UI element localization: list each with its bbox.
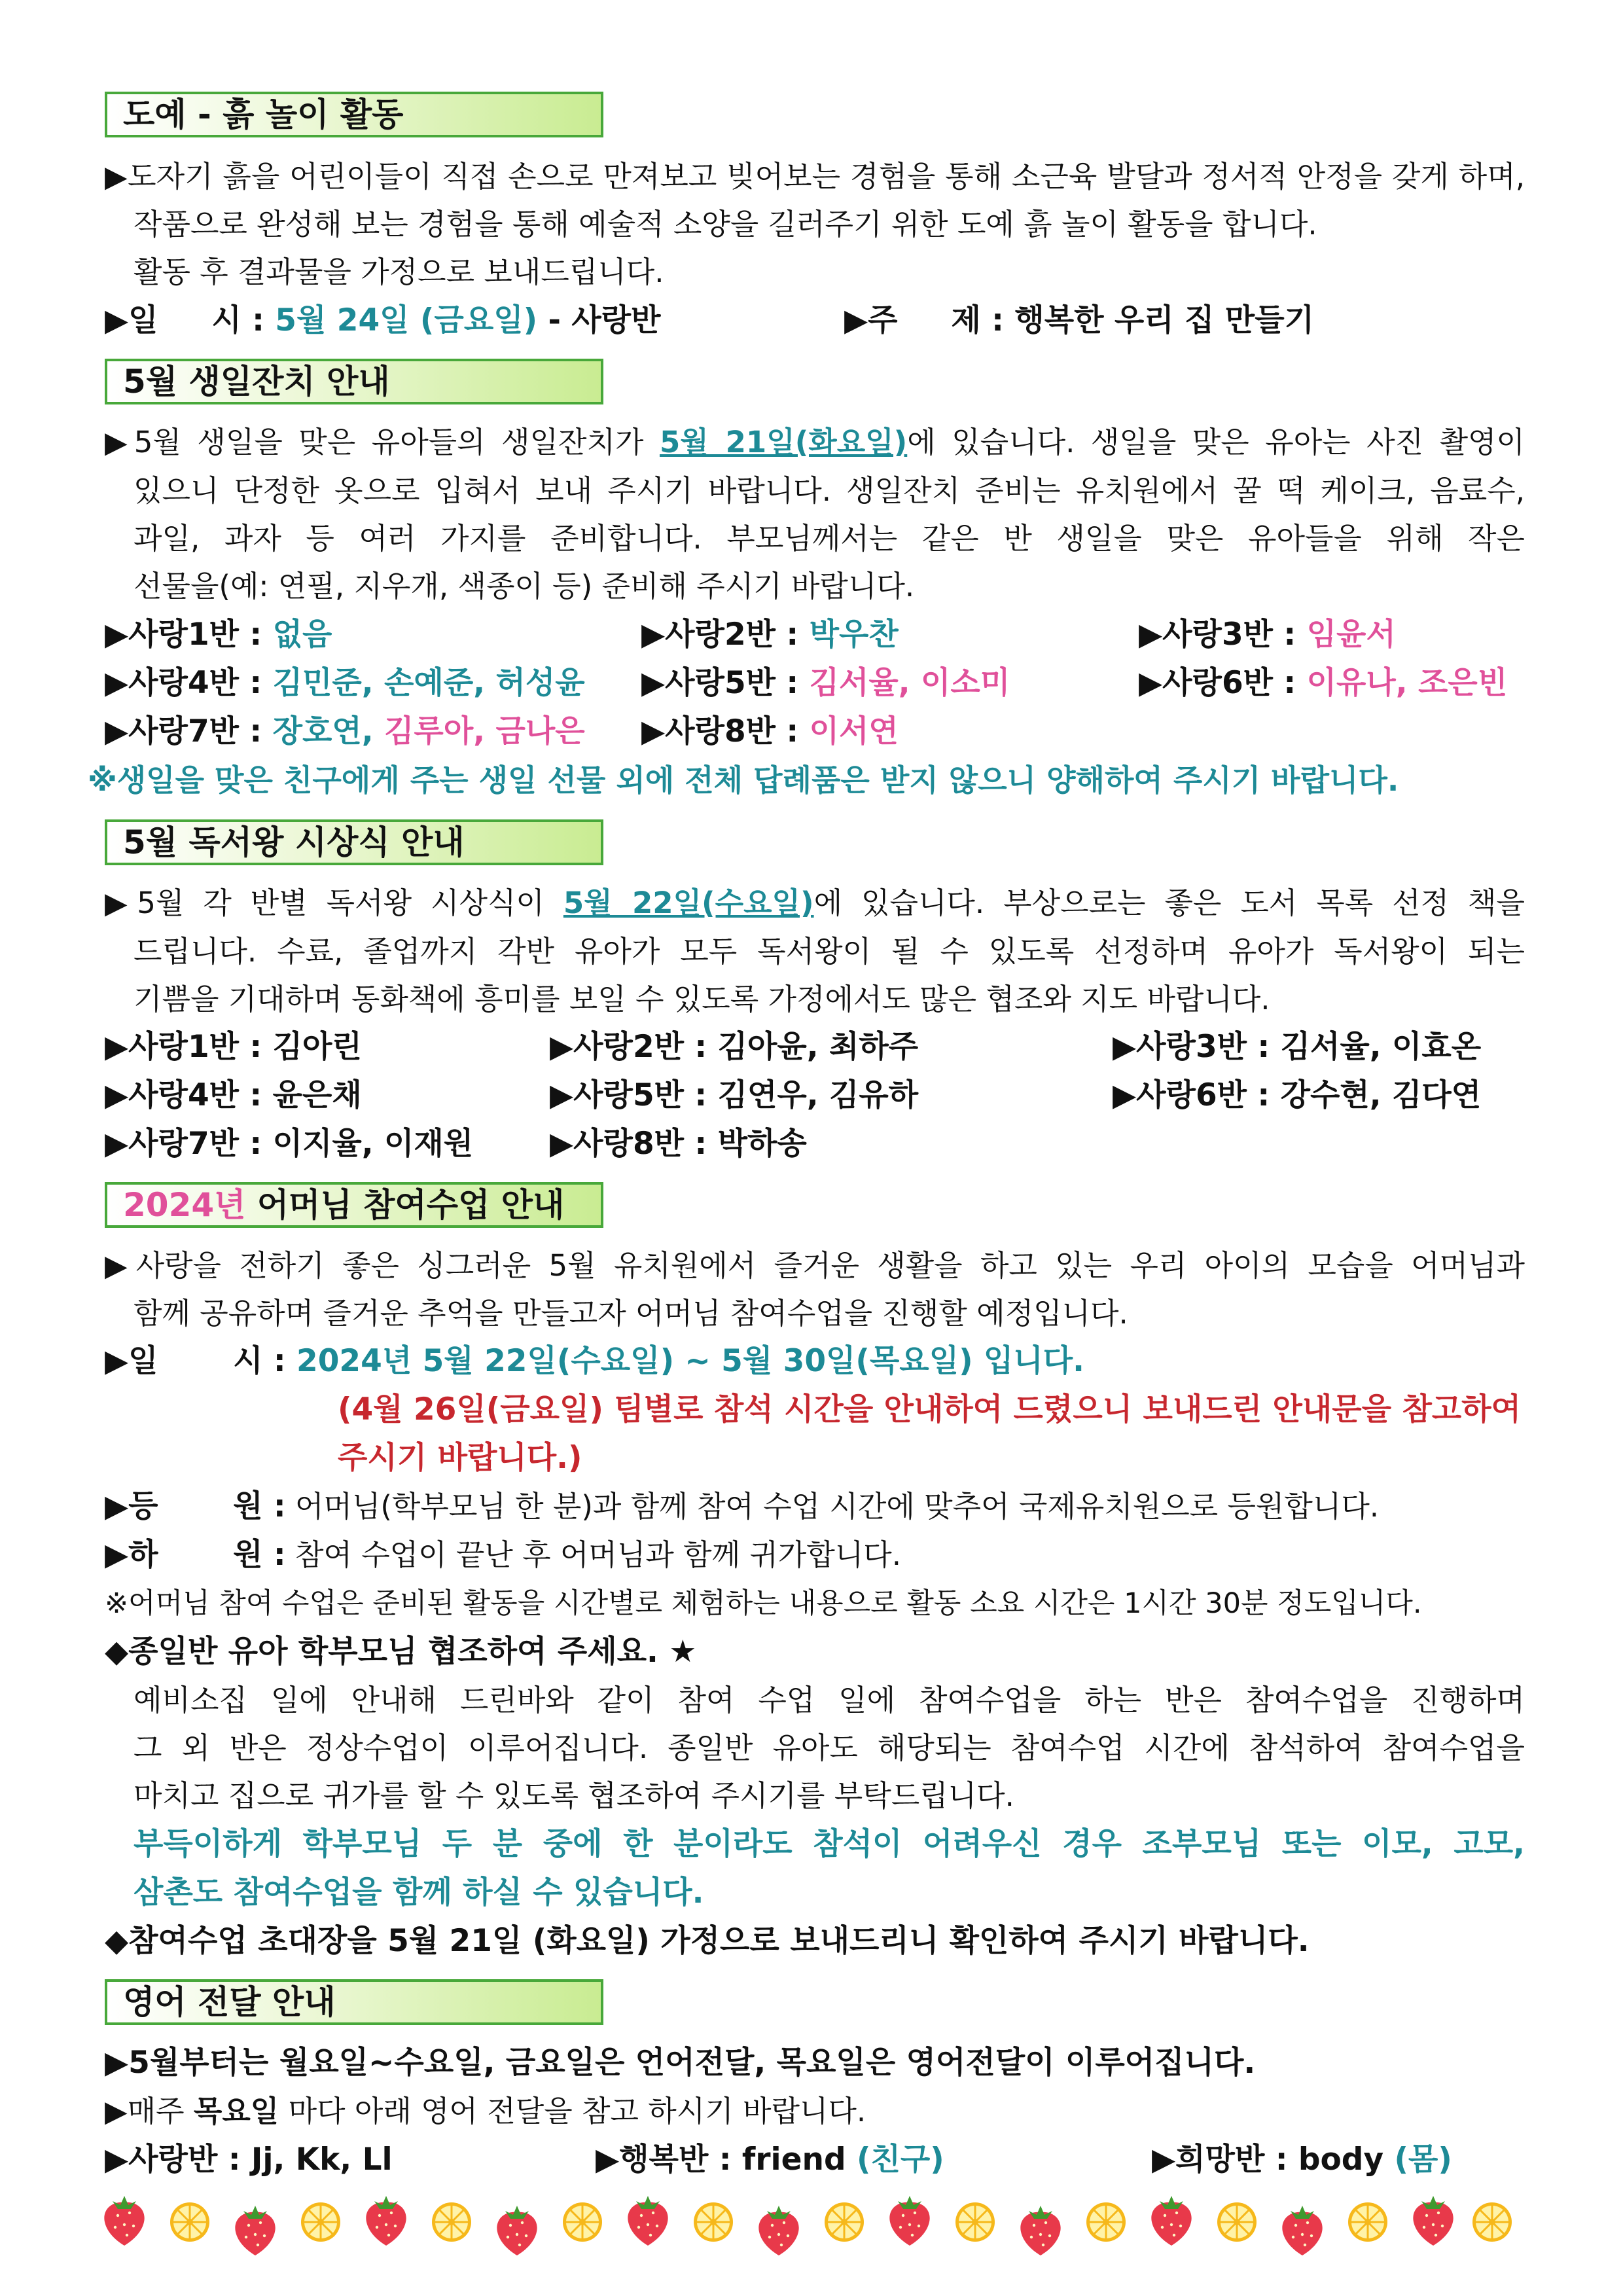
mother-date-value: 2024년 5월 22일(수요일) ~ 5월 30일(목요일) 입니다. bbox=[296, 1343, 1085, 1379]
pottery-date-value: 5월 24일 (금요일) bbox=[275, 302, 538, 338]
english-text: 마다 아래 영어 전달을 참고 하시기 바랍니다. bbox=[279, 2094, 866, 2128]
allday-line-1: 예비소집 일에 안내해 드린바와 같이 참여 수업 일에 참여수업을 하는 반은 참여수업을 진행하며 bbox=[134, 1683, 1525, 1717]
section-title-text: 어머님 참여수업 안내 bbox=[245, 1186, 565, 1224]
class-names: 김민준, 손예준, 허성윤 bbox=[272, 665, 585, 701]
pottery-line-1: ▶도자기 흙을 어린이들이 직접 손으로 만져보고 빚어보는 경험을 통해 소근육 발달과 정서적 안정을 갖게 하며, bbox=[105, 159, 1525, 194]
birthday-class-2 bbox=[641, 615, 899, 655]
class-names: 없음 bbox=[272, 617, 332, 653]
pottery-date-row bbox=[105, 301, 661, 340]
birthday-class-5 bbox=[641, 664, 1010, 703]
section-title-mother-class bbox=[105, 1182, 603, 1228]
class-label: ▶사랑2반 : bbox=[641, 617, 799, 653]
birthday-line-3: 과일, 과자 등 여러 가지를 준비합니다. 부모님께서는 같은 반 생일을 맞은 유아들을 위해 작은 bbox=[134, 521, 1525, 556]
birthday-note: ※생일을 맞은 친구에게 주는 생일 선물 외에 전체 답례품은 받지 않으니 양해하여 주시기 바랍니다. bbox=[88, 762, 1399, 798]
reading-line-1 bbox=[105, 884, 1525, 923]
pottery-line-2: 작품으로 완성해 보는 경험을 통해 예술적 소양을 길러주기 위한 도예 흙 놀이 활동을 합니다. bbox=[134, 207, 1317, 242]
class-names: 김서율, 이소미 bbox=[809, 665, 1010, 701]
birthday-class-8 bbox=[641, 712, 899, 751]
english-item-value: friend bbox=[741, 2142, 857, 2178]
class-label: ▶사랑6반 : bbox=[1139, 665, 1296, 701]
class-label: ▶사랑4반 : bbox=[105, 665, 262, 701]
class-names: 김루아, 금나은 bbox=[384, 713, 585, 749]
class-label: ▶사랑3반 : bbox=[1139, 617, 1296, 653]
mother-note: ※어머님 참여 수업은 준비된 활동을 시간별로 체험하는 내용으로 활동 소요 시간은 1시간 30분 정도입니다. bbox=[105, 1587, 1422, 1620]
english-item-2 bbox=[596, 2140, 944, 2179]
section-title-birthday bbox=[105, 359, 603, 404]
english-item-label: ▶행복반 : bbox=[596, 2142, 742, 2178]
section-title-english bbox=[105, 1979, 603, 2025]
mother-date-label: ▶일 시 : bbox=[105, 1343, 286, 1379]
mother-date-row bbox=[105, 1342, 1084, 1381]
class-names: 임윤서 bbox=[1306, 617, 1396, 653]
class-names: 이유나, 조은빈 bbox=[1306, 665, 1508, 701]
reading-winner-6: ▶사랑6반 : 강수현, 김다연 bbox=[1113, 1077, 1482, 1113]
family-line-1: 부득이하게 학부모님 두 분 중에 한 분이라도 참석이 어려우신 경우 조부모님 또는 이모, 고모, bbox=[134, 1826, 1525, 1862]
birthday-class-1 bbox=[105, 615, 332, 655]
reading-winner-7: ▶사랑7반 : 이지율, 이재원 bbox=[105, 1126, 474, 1162]
mother-arrive-label: ▶등 원 : bbox=[105, 1488, 286, 1524]
allday-title: ◆종일반 유아 학부모님 협조하여 주세요. ★ bbox=[105, 1634, 697, 1670]
birthday-line-2: 있으니 단정한 옷으로 입혀서 보내 주시기 바랍니다. 생일잔치 준비는 유치원에서 꿀 떡 케이크, 음료수, bbox=[134, 473, 1525, 508]
english-item-extra: (친구) bbox=[856, 2142, 944, 2178]
mother-leave-value: 참여 수업이 끝난 후 어머님과 함께 귀가합니다. bbox=[294, 1537, 902, 1572]
class-label: ▶사랑7반 : bbox=[105, 713, 262, 749]
reading-winner-4: ▶사랑4반 : 윤은채 bbox=[105, 1077, 362, 1113]
english-text: ▶매주 bbox=[105, 2094, 194, 2128]
reading-text: 에 있습니다. 부상으로는 좋은 도서 목록 선정 책을 bbox=[813, 886, 1525, 920]
reading-winner-1: ▶사랑1반 : 김아린 bbox=[105, 1029, 362, 1065]
class-names: 장호연, bbox=[272, 713, 385, 749]
english-text-bold: 목요일 bbox=[193, 2094, 279, 2128]
reading-winner-5: ▶사랑5반 : 김연우, 김유하 bbox=[550, 1077, 919, 1113]
birthday-line-1 bbox=[105, 423, 1525, 462]
birthday-date: 5월 21일(화요일) bbox=[659, 425, 908, 459]
english-item-1 bbox=[105, 2140, 393, 2179]
mother-line-2: 함께 공유하며 즐거운 추억을 만들고자 어머님 참여수업을 진행할 예정입니다. bbox=[134, 1296, 1128, 1331]
section-title-text: 영어 전달 안내 bbox=[123, 1983, 336, 2021]
mother-leave-row bbox=[105, 1535, 901, 1575]
mother-arrive-row bbox=[105, 1487, 1379, 1526]
class-names: 박우찬 bbox=[809, 617, 899, 653]
section-title-text: 도예 - 흙 놀이 활동 bbox=[123, 96, 404, 134]
english-item-value: body bbox=[1298, 2142, 1395, 2178]
invite-note: ◆참여수업 초대장을 5월 21일 (화요일) 가정으로 보내드리니 확인하여 주시기 바랍니다. bbox=[105, 1923, 1310, 1959]
section-title-reading bbox=[105, 819, 603, 865]
birthday-class-7 bbox=[105, 712, 585, 751]
family-line-2: 삼촌도 참여수업을 함께 하실 수 있습니다. bbox=[134, 1874, 704, 1910]
mother-date-note-2: 주시기 바랍니다.) bbox=[338, 1440, 582, 1476]
english-line-1: ▶5월부터는 월요일~수요일, 금요일은 언어전달, 목요일은 영어전달이 이루어집니다. bbox=[105, 2045, 1256, 2081]
class-label: ▶사랑8반 : bbox=[641, 713, 799, 749]
reading-line-2: 드립니다. 수료, 졸업까지 각반 유아가 모두 독서왕이 될 수 있도록 선정하며 유아가 독서왕이 되는 bbox=[134, 934, 1525, 969]
section-title-year: 2024년 bbox=[123, 1186, 246, 1224]
allday-line-3: 마치고 집으로 귀가를 할 수 있도록 협조하여 주시기를 부탁드립니다. bbox=[134, 1778, 1014, 1813]
reading-winner-3: ▶사랑3반 : 김서율, 이효온 bbox=[1113, 1029, 1482, 1065]
section-title-text: 5월 생일잔치 안내 bbox=[123, 363, 390, 401]
birthday-class-3 bbox=[1139, 615, 1396, 655]
reading-date: 5월 22일(수요일) bbox=[563, 886, 814, 920]
reading-text: ▶5월 각 반별 독서왕 시상식이 bbox=[105, 886, 563, 920]
birthday-line-4: 선물을(예: 연필, 지우개, 색종이 등) 준비해 주시기 바랍니다. bbox=[134, 569, 915, 603]
reading-winner-2: ▶사랑2반 : 김아윤, 최하주 bbox=[550, 1029, 919, 1065]
english-item-label: ▶희망반 : bbox=[1152, 2142, 1298, 2178]
section-title-text: 5월 독서왕 시상식 안내 bbox=[123, 823, 465, 861]
birthday-text: 에 있습니다. 생일을 맞은 유아는 사진 촬영이 bbox=[907, 425, 1525, 459]
english-item-extra: (몸) bbox=[1394, 2142, 1452, 2178]
pottery-theme-value: 행복한 우리 집 만들기 bbox=[1014, 302, 1315, 338]
english-item-3 bbox=[1152, 2140, 1452, 2179]
mother-leave-label: ▶하 원 : bbox=[105, 1537, 286, 1573]
english-line-2 bbox=[105, 2092, 866, 2131]
english-item-label: ▶사랑반 : bbox=[105, 2142, 251, 2178]
pottery-theme-row bbox=[844, 301, 1314, 340]
birthday-class-4 bbox=[105, 664, 585, 703]
section-title-pottery bbox=[105, 92, 603, 137]
mother-line-1: ▶사랑을 전하기 좋은 싱그러운 5월 유치원에서 즐거운 생활을 하고 있는 우리 아이의 모습을 어머님과 bbox=[105, 1248, 1525, 1283]
mother-arrive-value: 어머님(학부모님 한 분)과 함께 참여 수업 시간에 맞추어 국제유치원으로 등원합니다. bbox=[294, 1489, 1380, 1524]
class-label: ▶사랑5반 : bbox=[641, 665, 799, 701]
fruit-border-decoration bbox=[98, 2186, 1525, 2258]
mother-date-note-1: (4월 26일(금요일) 팀별로 참석 시간을 안내하여 드렸으니 보내드린 안내문을 참고하여 bbox=[338, 1391, 1522, 1427]
english-item-value: Jj, Kk, Ll bbox=[251, 2142, 393, 2178]
pottery-line-3: 활동 후 결과물을 가정으로 보내드립니다. bbox=[134, 255, 664, 289]
class-label: ▶사랑1반 : bbox=[105, 617, 262, 653]
birthday-text: ▶5월 생일을 맞은 유아들의 생일잔치가 bbox=[105, 425, 660, 459]
birthday-class-6 bbox=[1139, 664, 1507, 703]
allday-line-2: 그 외 반은 정상수업이 이루어집니다. 종일반 유아도 해당되는 참여수업 시간에 참석하여 참여수업을 bbox=[134, 1731, 1525, 1765]
reading-line-3: 기쁨을 기대하며 동화책에 흥미를 보일 수 있도록 가정에서도 많은 협조와 지도 바랍니다. bbox=[134, 982, 1270, 1016]
pottery-date-class: - 사랑반 bbox=[537, 302, 661, 338]
reading-winner-8: ▶사랑8반 : 박하송 bbox=[550, 1126, 807, 1162]
pottery-theme-label: ▶주 제 : bbox=[844, 302, 1004, 338]
class-names: 이서연 bbox=[809, 713, 899, 749]
pottery-date-label: ▶일 시 : bbox=[105, 302, 264, 338]
